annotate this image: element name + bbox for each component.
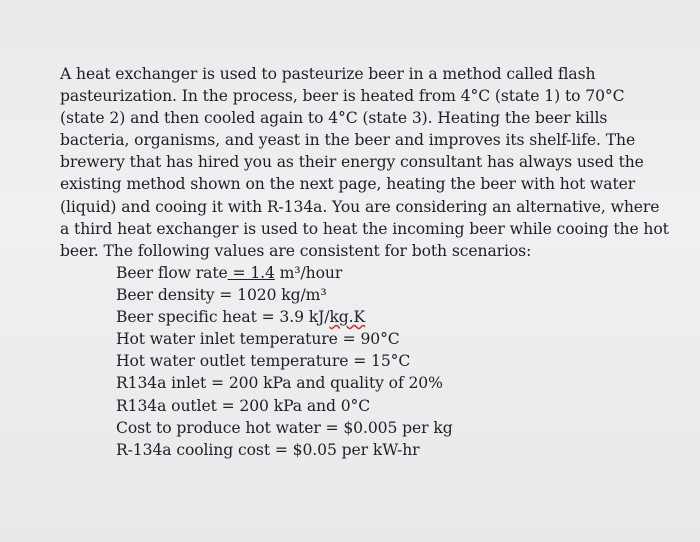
hot-water-cost: Cost to produce hot water = $0.005 per kg [116, 418, 453, 437]
problem-statement [60, 63, 690, 262]
paragraph-line: brewery that has hired you as their energy consultant has always used the [60, 153, 644, 172]
hot-water-inlet-temp: Hot water inlet temperature = 90°C [116, 330, 400, 349]
flow-rate-unit: m³/hour [274, 264, 343, 282]
hot-water-outlet-temp: Hot water outlet temperature = 15°C [116, 352, 411, 371]
flow-rate-equals: = [227, 264, 251, 282]
r134a-inlet: R134a inlet = 200 kPa and quality of 20% [116, 374, 443, 393]
flow-rate-value: 1.4 [250, 264, 275, 282]
beer-specific-heat [116, 306, 453, 328]
paragraph-line: a third heat exchanger is used to heat the incoming beer while cooing the hot [60, 219, 669, 238]
r134a-cooling-cost: R-134a cooling cost = $0.05 per kW-hr [116, 440, 420, 459]
paragraph-line: existing method shown on the next page, heating the beer with hot water [60, 175, 636, 194]
r134a-outlet: R134a outlet = 200 kPa and 0°C [116, 396, 371, 415]
beer-flow-rate [116, 262, 453, 284]
specific-heat-unit: kg.K [329, 308, 366, 327]
paragraph-line: pasteurization. In the process, beer is heated from 4°C (state 1) to 70°C [60, 87, 625, 106]
paragraph-line: bacteria, organisms, and yeast in the beer and improves its shelf-life. The [60, 131, 636, 150]
given-values-list [116, 262, 453, 461]
paragraph-line: A heat exchanger is used to pasteurize beer in a method called flash [60, 65, 596, 83]
paragraph-line: beer. The following values are consistent for both scenarios: [60, 241, 532, 260]
flow-rate-label: Beer flow rate [116, 264, 228, 282]
paragraph-line: (state 2) and then cooled again to 4°C (state 3). Heating the beer kills [60, 109, 608, 128]
paragraph-line: (liquid) and cooing it with R-134a. You are considering an alternative, where [60, 197, 660, 216]
beer-density: Beer density = 1020 kg/m³ [116, 286, 327, 305]
specific-heat-text: Beer specific heat = 3.9 kJ/ [116, 308, 330, 327]
